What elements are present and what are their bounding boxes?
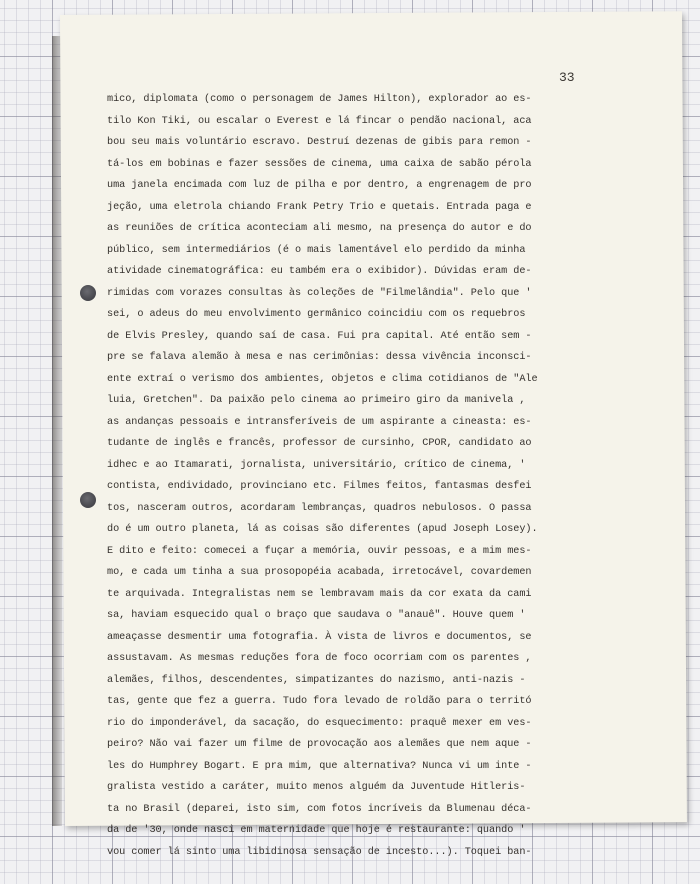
text-line: ameaçasse desmentir uma fotografia. À vista de livros e documentos, se (107, 631, 532, 643)
text-line: as reuniões de crítica aconteciam ali mesmo, na presença do autor e do (107, 223, 532, 234)
text-line: tudante de inglês e francês, professor de cursinho, CPOR, candidato ao (107, 438, 532, 449)
text-line: peiro? Não vai fazer um filme de provocação aos alemães que nem aque - (107, 739, 532, 750)
text-line: uma janela encimada com luz de pilha e por dentro, a engrenagem de pro (107, 180, 532, 191)
text-line: luia, Gretchen". Da paixão pelo cinema ao primeiro giro da manivela , (107, 395, 526, 406)
text-line: alemães, filhos, descendentes, simpatizantes do nazismo, anti-nazis - (107, 674, 526, 686)
typed-body-text (107, 89, 587, 863)
text-line: pre se falava alemão à mesa e nas cerimônias: dessa vivência inconsci- (107, 352, 532, 363)
text-line: contista, endividado, provinciano etc. Filmes feitos, fantasmas desfei (107, 481, 532, 492)
page-number: 33 (559, 70, 575, 85)
text-line: da de '30, onde nasci em maternidade que hoje é restaurante: quando ' (107, 825, 526, 836)
text-line: tas, gente que fez a guerra. Tudo fora levado de roldão para o territó (107, 696, 532, 707)
text-line: sei, o adeus do meu envolvimento germânico coincidiu com os requebros (107, 309, 526, 320)
text-line: público, sem intermediários (é o mais lamentável elo perdido da minha (107, 244, 526, 256)
text-line: vou comer lá sinto uma libidinosa sensação de incesto...). Toquei ban- (107, 846, 532, 858)
text-line: mo, e cada um tinha a sua prosopopéia acabada, irretocável, covardemen (107, 567, 532, 578)
text-line: rimidas com vorazes consultas às coleções de "Filmelândia". Pelo que ' (107, 287, 532, 299)
punch-hole-lower (80, 492, 96, 508)
text-line: les do Humphrey Bogart. E pra mim, que alternativa? Nunca vi um inte - (107, 760, 532, 772)
text-line: bou seu mais voluntário escravo. Destruí dezenas de gibis para remon - (107, 137, 532, 148)
text-line: ente extraí o verismo dos ambientes, objetos e clima cotidianos de "Ale (107, 373, 538, 385)
text-line: do é um outro planeta, lá as coisas são diferentes (apud Joseph Losey). (107, 524, 538, 535)
text-line: as andanças pessoais e intransferíveis de um aspirante a cineasta: es- (107, 416, 532, 428)
text-line: sa, haviam esquecido qual o braço que saudava o "anauê". Houve quem ' (107, 610, 526, 621)
text-line: ta no Brasil (deparei, isto sim, com fotos incríveis da Blumenau déca- (107, 803, 532, 815)
text-line: mico, diplomata (como o personagem de James Hilton), explorador ao es- (107, 94, 532, 105)
text-line: jeção, uma eletrola chiando Frank Petry Trio e quetais. Entrada paga e (107, 201, 532, 213)
text-line: te arquivada. Integralistas nem se lembravam mais da cor exata da cami (107, 588, 532, 600)
text-line: tos, nasceram outros, acordaram lembranças, quadros nebulosos. O passa (107, 502, 532, 514)
text-line: atividade cinematográfica: eu também era o exibidor). Dúvidas eram de- (107, 266, 532, 277)
text-line: tilo Kon Tiki, ou escalar o Everest e lá fincar o pendão nacional, aca (107, 115, 532, 127)
text-line: tá-los em bobinas e fazer sessões de cinema, uma caixa de sabão pérola (107, 158, 532, 170)
punch-hole-upper (80, 285, 96, 301)
text-line: rio do imponderável, da sacação, do esquecimento: praquê mexer em ves- (107, 717, 532, 729)
text-line: assustavam. As mesmas reduções fora de foco ocorriam com os parentes , (107, 653, 532, 664)
text-line: gralista vestido a caráter, muito menos alguém da Juventude Hitleris- (107, 782, 526, 793)
text-line: de Elvis Presley, quando saí de casa. Fui pra capital. Até então sem - (107, 330, 532, 342)
text-line: E dito e feito: comecei a fuçar a memória, ouvir pessoas, e a mim mes- (107, 545, 532, 557)
text-line: idhec e ao Itamarati, jornalista, universitário, crítico de cinema, ' (107, 459, 526, 471)
